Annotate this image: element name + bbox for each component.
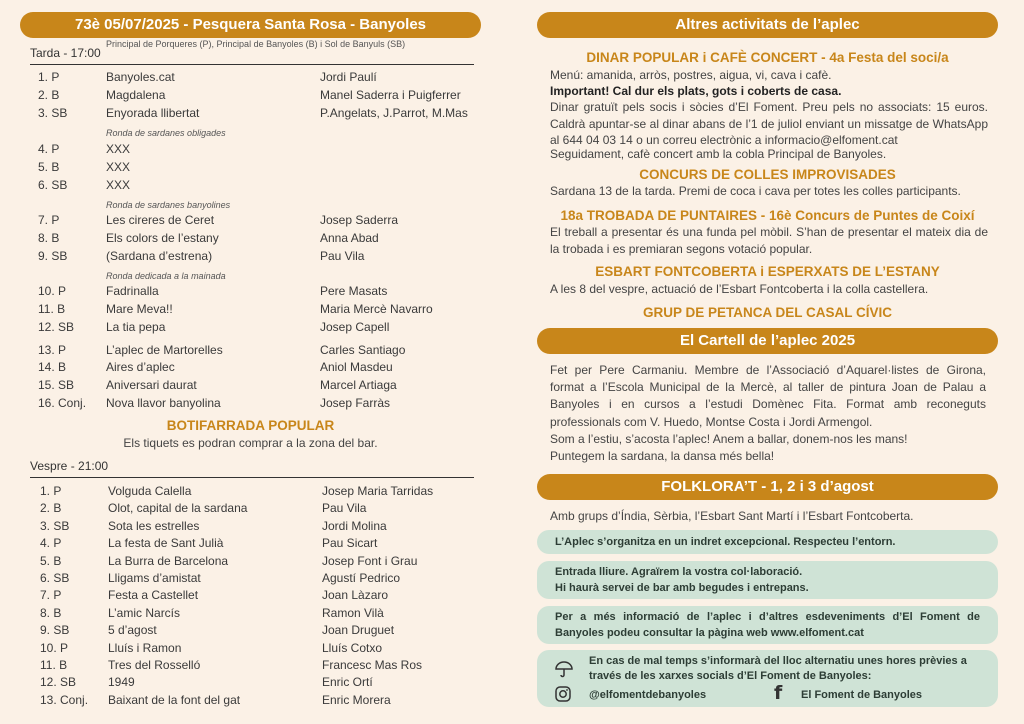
row-number: 4. P <box>38 142 60 156</box>
row-number: 3. SB <box>40 518 70 533</box>
petanca-title: GRUP DE PETANCA DEL CASAL CÍVIC <box>642 305 893 320</box>
row-number: 15. SB <box>38 378 75 392</box>
row-author: Aniol Masdeu <box>320 360 393 374</box>
row-number: 10. P <box>38 284 67 298</box>
facebook-icon[interactable]: f <box>774 682 783 704</box>
row-title: Magdalena <box>106 88 166 102</box>
row-author: Josep Font i Grau <box>322 553 418 568</box>
row-number: 9. SB <box>38 249 68 263</box>
row-number: 13. P <box>38 343 67 357</box>
row-title: La festa de Sant Julià <box>108 536 224 551</box>
row-title: L’amic Narcís <box>108 605 181 620</box>
row-number: 1. P <box>38 70 60 84</box>
row-title: (Sardana d’estrena) <box>106 249 213 263</box>
row-title: Tres del Rosselló <box>108 658 201 672</box>
row-author: Lluís Cotxo <box>322 640 383 655</box>
row-author: Francesc Mas Ros <box>322 658 423 672</box>
dinar-after: Seguidament, cafè concert amb la cobla Principal de Banyoles. <box>550 147 887 161</box>
facebook-page[interactable]: El Foment de Banyoles <box>801 689 923 701</box>
row-author: Josep Saderra <box>320 213 399 227</box>
row-author: Pau Vila <box>322 501 367 516</box>
row-title: Les cireres de Ceret <box>106 213 215 227</box>
row-number: 2. B <box>40 501 62 516</box>
cartell-slogan-1: Som a l’estiu, s’acosta l’aplec! Anem a ballar, donem-nos les mans! <box>550 432 908 446</box>
row-number: 5. B <box>40 553 62 568</box>
row-title: Festa a Castellet <box>108 588 199 603</box>
note-weather-text: En cas de mal temps s’informarà del lloc alternatiu unes hores prèvies a través de les xarxes socials d’El Foment de Banyoles: <box>589 655 967 682</box>
note-entrada-line1: Entrada lliure. Agraïrem la vostra col·laboració. <box>555 566 803 578</box>
dinar-important: Important! Cal dur els plats, gots i coberts de casa. <box>550 84 842 98</box>
botifarrada-title: BOTIFARRADA POPULAR <box>166 418 335 433</box>
umbrella-icon <box>555 660 573 678</box>
row-number: 10. P <box>40 640 69 655</box>
row-title: XXX <box>106 178 131 192</box>
row-title: Fadrinalla <box>106 284 159 298</box>
altres-header: Altres activitats de l’aplec <box>537 12 998 38</box>
row-title: 1949 <box>108 675 135 690</box>
subhead-obligades: Ronda de sardanes obligades <box>106 128 226 138</box>
row-author: Carles Santiago <box>320 343 406 357</box>
row-author: Josep Farràs <box>320 396 391 410</box>
row-number: 6. SB <box>40 571 70 585</box>
instagram-handle[interactable]: @elfomentdebanyoles <box>589 689 707 701</box>
row-title: La tia pepa <box>106 320 166 334</box>
vespre-divider <box>30 477 474 478</box>
row-number: 14. B <box>38 360 67 374</box>
row-title: La Burra de Barcelona <box>108 553 229 568</box>
row-author: Enric Ortí <box>322 675 373 690</box>
dinar-menu: Menú: amanida, arròs, postres, aigua, vi, cava i cafè. <box>550 68 832 82</box>
row-author: Joan Làzaro <box>322 588 389 603</box>
instagram-icon[interactable] <box>555 686 571 702</box>
row-author: Maria Mercè Navarro <box>320 302 433 316</box>
row-author: Josep Capell <box>320 320 390 334</box>
row-title: Lligams d’amistat <box>108 571 201 585</box>
note-info-text: Per a més informació de l’aplec i d’altres esdeveniments d’El Foment de Banyoles podeu consultar la pàgina web www.elfoment.cat <box>555 611 980 639</box>
colles-text: Sardana 13 de la tarda. Premi de coca i cava per totes les colles participants. <box>550 184 961 198</box>
row-title: Aniversari daurat <box>106 378 197 392</box>
row-author: Marcel Artiaga <box>320 378 397 392</box>
cartell-text: Fet per Pere Carmaniu. Membre de l’Associació d’Aquarel·listes de Girona, format a l’Escola Municipal de la Mercè, al taller de pintura Joan de Palau a Banyoles i en cursos a l’estudi Domènec Fita. Format amb reconeguts professionals com V. Huedo, Montse Costa i Jordi Armengol. <box>550 363 986 429</box>
row-number: 12. SB <box>40 675 77 690</box>
row-author: Ramon Vilà <box>322 605 384 620</box>
row-author: Manel Saderra i Puigferrer <box>320 88 461 102</box>
row-number: 8. B <box>38 231 60 245</box>
row-author: Pau Sicart <box>322 536 378 551</box>
row-author: P.Angelats, J.Parrot, M.Mas <box>320 106 468 120</box>
row-author: Agustí Pedrico <box>322 571 401 585</box>
esbart-title: ESBART FONTCOBERTA i ESPERXATS DE L’ESTANY <box>595 264 940 279</box>
row-title: Aires d’aplec <box>106 360 175 374</box>
row-author: Enric Morera <box>322 692 391 707</box>
note-entorn-text: L’Aplec s’organitza en un indret excepcional. Respecteu l’entorn. <box>555 536 896 548</box>
row-title: Lluís i Ramon <box>108 640 182 655</box>
row-title: XXX <box>106 142 131 156</box>
cobles-note: Principal de Porqueres (P), Principal de Banyoles (B) i Sol de Banyuls (SB) <box>106 39 406 49</box>
puntaires-text: El treball a presentar és una funda pel mòbil. S’han de presentar el mateix dia de la trobada i es premiaran segons votació popular. <box>550 225 988 256</box>
row-number: 1. P <box>40 484 62 498</box>
row-title: XXX <box>106 160 131 174</box>
row-author: Pau Vila <box>320 249 365 263</box>
row-number: 11. B <box>38 302 66 316</box>
row-title: L’aplec de Martorelles <box>106 343 223 357</box>
subhead-banyolines: Ronda de sardanes banyolines <box>106 200 231 210</box>
row-number: 2. B <box>38 88 60 102</box>
tarda-label: Tarda - 17:00 <box>30 46 101 60</box>
row-number: 9. SB <box>40 623 70 638</box>
row-author: Jordi Paulí <box>320 70 377 84</box>
row-author: Joan Druguet <box>322 623 395 638</box>
vespre-label: Vespre - 21:00 <box>30 459 109 473</box>
folklora-header: FOLKLORA’T - 1, 2 i 3 d’agost <box>537 474 998 500</box>
row-number: 12. SB <box>38 320 75 334</box>
row-number: 5. B <box>38 160 60 174</box>
row-number: 11. B <box>40 658 68 672</box>
cartell-header: El Cartell de l’aplec 2025 <box>537 328 998 354</box>
note-entorn <box>537 530 998 554</box>
note-weather <box>537 650 998 707</box>
row-number: 16. Conj. <box>38 396 87 410</box>
row-title: Olot, capital de la sardana <box>108 501 248 516</box>
colles-title: CONCURS DE COLLES IMPROVISADES <box>639 167 896 182</box>
note-info <box>537 606 998 644</box>
row-number: 13. Conj. <box>40 692 89 707</box>
row-title: Enyorada llibertat <box>106 106 200 120</box>
row-title: 5 d’agost <box>108 623 157 638</box>
row-title: Baixant de la font del gat <box>108 692 241 707</box>
esbart-text: A les 8 del vespre, actuació de l’Esbart Fontcoberta i la colla castellera. <box>550 282 929 296</box>
row-number: 4. P <box>40 536 62 551</box>
folklora-text: Amb grups d’Índia, Sèrbia, l’Esbart Sant Martí i l’Esbart Fontcoberta. <box>550 509 914 523</box>
row-title: Sota les estrelles <box>108 518 200 533</box>
note-entrada <box>537 561 998 599</box>
puntaires-title: 18a TROBADA DE PUNTAIRES - 16è Concurs de Puntes de Coixí <box>560 208 975 223</box>
row-number: 7. P <box>38 213 60 227</box>
program-header: 73è 05/07/2025 - Pesquera Santa Rosa - Banyoles <box>20 12 481 38</box>
botifarrada-text: Els tiquets es podran comprar a la zona del bar. <box>123 436 378 450</box>
tarda-divider <box>30 64 474 65</box>
subhead-mainada: Ronda dedicada a la mainada <box>106 271 226 281</box>
row-number: 3. SB <box>38 106 68 120</box>
row-title: Mare Meva!! <box>106 302 173 316</box>
row-author: Anna Abad <box>320 231 379 245</box>
row-author: Josep Maria Tarridas <box>322 484 434 498</box>
dinar-text: Dinar gratuït pels socis i sòcies d’El Foment. Preu pels no associats: 15 euros. Caldrà apuntar-se al dinar abans de l’1 de juliol enviant un missatge de WhatsApp al 644 04 03 14 o un correu electrònic a informacio@elfoment.cat <box>550 100 988 147</box>
cartell-slogan-2: Puntegem la sardana, la dansa més bella! <box>550 449 775 463</box>
row-title: Nova llavor banyolina <box>106 396 221 410</box>
row-author: Jordi Molina <box>322 518 387 533</box>
row-title: Els colors de l’estany <box>106 231 219 245</box>
row-author: Pere Masats <box>320 284 388 298</box>
note-entrada-line2: Hi haurà servei de bar amb begudes i entrepans. <box>555 582 809 594</box>
dinar-title: DINAR POPULAR i CAFÈ CONCERT - 4a Festa del soci/a <box>586 50 949 65</box>
row-number: 6. SB <box>38 178 68 192</box>
row-number: 8. B <box>40 605 62 620</box>
row-number: 7. P <box>40 588 62 603</box>
row-title: Volguda Calella <box>108 484 192 498</box>
row-title: Banyoles.cat <box>106 70 175 84</box>
